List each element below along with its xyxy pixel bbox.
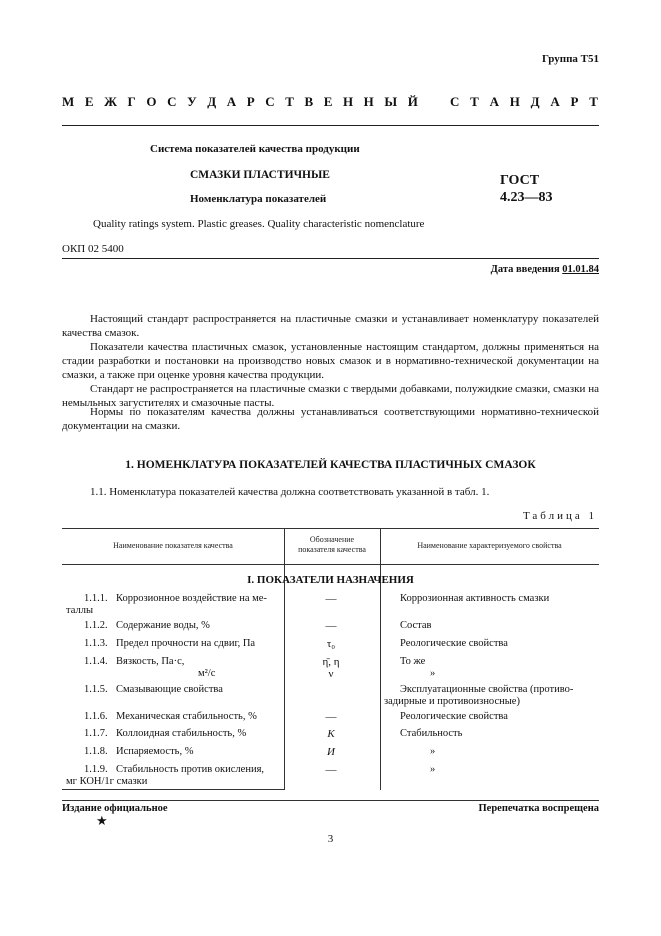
row-property: То же [400, 656, 426, 667]
banner-letter: Р [570, 94, 579, 109]
row-property: » [430, 764, 436, 775]
paragraph-scope: Настоящий стандарт распространяется на пластичные смазки и устанавливает номенклатуру показателей качества смазок. [62, 313, 599, 340]
document-subtitle: Номенклатура показателей [190, 193, 327, 205]
col-header-symbol-line2: показателя качества [298, 545, 366, 554]
row-symbol: — [325, 593, 337, 605]
row-property-cont: » [430, 668, 436, 679]
banner-letter: Т [470, 94, 479, 109]
row-name: Содержание воды, % [116, 620, 210, 631]
banner-letter: А [489, 94, 499, 109]
row-symbol: K [327, 728, 335, 740]
row-property: Стабильность [400, 728, 463, 739]
header-rule [62, 125, 599, 126]
row-name-cont: таллы [66, 605, 94, 616]
row-property: » [430, 746, 436, 757]
col-header-symbol [284, 535, 380, 555]
banner-letter: Н [509, 94, 520, 109]
row-symbol: — [325, 711, 337, 723]
row-property-cont: задирные и противоизносные) [384, 696, 520, 707]
row-number: 1.1.9. [84, 764, 108, 775]
row-name: Коррозионное воздействие на ме- [116, 593, 267, 604]
gost-label: ГОСТ [500, 173, 540, 188]
banner-letter: Ж [104, 94, 117, 109]
banner-word-interstate [62, 94, 418, 110]
banner-letter: Н [363, 94, 374, 109]
row-name-cont: м²/с [198, 668, 216, 679]
banner-word-standard [450, 94, 598, 110]
banner-letter: Т [589, 94, 598, 109]
row-name: Механическая стабильность, % [116, 711, 257, 722]
gost-code: 4.23—83 [500, 190, 553, 205]
row-number: 1.1.5. [84, 684, 108, 695]
standard-banner [62, 94, 598, 110]
table-col-divider-2 [380, 528, 381, 790]
group-code: Группа Т51 [541, 53, 599, 65]
title-rule [62, 258, 599, 259]
row-name: Стабильность против окисления, [116, 764, 265, 775]
banner-letter: С [265, 94, 275, 109]
system-name: Система показателей качества продукции [150, 143, 360, 155]
page-number: 3 [327, 833, 334, 845]
paragraph-application: Показатели качества пластичных смазок, установленные настоящим стандартом, должны применяться на стадии разработки и постановки на производство новых смазок и в нормативно-технической документации на смазки, а также при оценке уровня качества продукции. [62, 341, 599, 382]
english-title: Quality ratings system. Plastic greases. Quality characteristic nomenclature [93, 218, 425, 230]
banner-letter: У [187, 94, 197, 109]
col-header-property: Наименование характеризуемого свойства [417, 541, 562, 550]
banner-letter: О [146, 94, 157, 109]
row-number: 1.1.2. [84, 620, 108, 631]
row-name: Испаряемость, % [116, 746, 194, 757]
row-name: Предел прочности на сдвиг, Па [116, 638, 256, 649]
row-number: 1.1.6. [84, 711, 108, 722]
row-symbol-cont: ν [328, 668, 334, 680]
okp-code: ОКП 02 5400 [62, 243, 124, 255]
gost-number [500, 172, 553, 206]
table-group-heading: I. ПОКАЗАТЕЛИ НАЗНАЧЕНИЯ [247, 574, 414, 586]
official-edition: Издание официальное [62, 803, 168, 814]
banner-letter: Р [246, 94, 255, 109]
intro-label: Дата введения [490, 264, 560, 275]
banner-letter: А [550, 94, 560, 109]
banner-letter: Е [323, 94, 333, 109]
banner-letter: М [62, 94, 75, 109]
row-property: Реологические свойства [400, 638, 508, 649]
col-header-name: Наименование показателя качества [113, 541, 233, 550]
table-label: Таблица 1 [522, 510, 597, 522]
paragraph-norms: Нормы по показателям качества должны устанавливаться соответствующими нормативно-технической документации на смазки. [62, 406, 599, 433]
banner-letter: Д [530, 94, 540, 109]
row-number: 1.1.8. [84, 746, 108, 757]
row-symbol: — [325, 620, 337, 632]
table-bottom-border [62, 789, 284, 790]
row-property: Состав [400, 620, 432, 631]
row-symbol: — [325, 764, 337, 776]
footer-rule [62, 800, 599, 801]
row-number: 1.1.1. [84, 593, 108, 604]
banner-letter: В [304, 94, 314, 109]
banner-letter: Д [207, 94, 217, 109]
row-symbol: τ₀ [326, 638, 336, 650]
banner-letter: Н [342, 94, 354, 109]
row-property: Эксплуатационные свойства (противо- [400, 684, 574, 695]
banner-letter: Е [84, 94, 94, 109]
banner-letter: Г [127, 94, 136, 109]
intro-date-value: 01.01.84 [562, 264, 599, 275]
paragraph-exclusions: Стандарт не распространяется на пластичные смазки с твердыми добавками, полужидкие смазки, смазки на немыльных загустителях и смазочные пасты. [62, 383, 599, 410]
row-symbol: η̄, η [322, 656, 340, 668]
introduction-date [491, 264, 599, 275]
section-heading: 1. НОМЕНКЛАТУРА ПОКАЗАТЕЛЕЙ КАЧЕСТВА ПЛАСТИЧНЫХ СМАЗОК [125, 459, 536, 471]
banner-letter: Й [407, 94, 418, 109]
banner-letter: С [167, 94, 177, 109]
reprint-prohibited: Перепечатка воспрещена [478, 803, 599, 814]
row-symbol: И [327, 746, 335, 758]
row-number: 1.1.4. [84, 656, 108, 667]
table-header-border [62, 564, 599, 565]
row-name: Вязкость, Па·с, [116, 656, 185, 667]
banner-letter: С [450, 94, 460, 109]
banner-letter: А [226, 94, 237, 109]
table-top-border [62, 528, 599, 529]
star-icon [96, 813, 108, 829]
banner-letter: Ы [384, 94, 398, 109]
clause-1-1: 1.1. Номенклатура показателей качества должна соответствовать указанной в табл. 1. [90, 486, 490, 498]
row-name-cont: мг КОН/1г смазки [66, 776, 148, 787]
row-number: 1.1.3. [84, 638, 108, 649]
document-title: СМАЗКИ ПЛАСТИЧНЫЕ [190, 169, 330, 181]
col-header-symbol-line1: Обозначение [309, 535, 355, 544]
banner-letter: Т [285, 94, 294, 109]
row-property: Реологические свойства [400, 711, 508, 722]
row-property: Коррозионная активность смазки [400, 593, 550, 604]
row-number: 1.1.7. [84, 728, 108, 739]
row-name: Смазывающие свойства [116, 684, 223, 695]
row-name: Коллоидная стабильность, % [116, 728, 247, 739]
